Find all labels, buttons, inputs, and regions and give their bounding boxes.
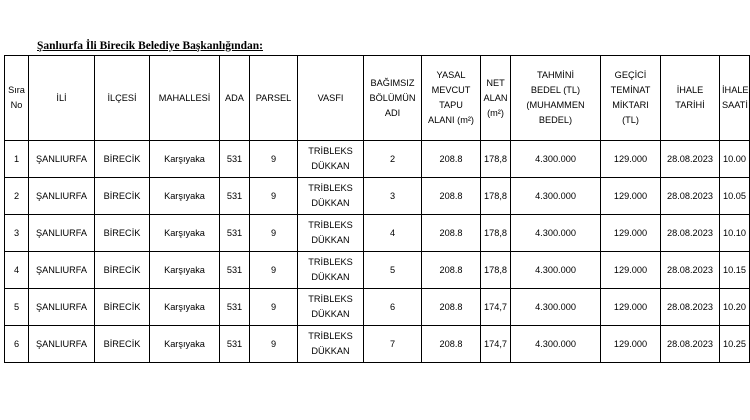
cell-sira: 6 <box>5 326 29 363</box>
header-ada: ADA <box>220 56 250 141</box>
cell-vasfi-line: TRİBLEKS <box>308 294 353 304</box>
cell-il: ŞANLIURFA <box>29 326 95 363</box>
cell-ilce: BİRECİK <box>95 326 150 363</box>
header-sira-no <box>5 56 29 141</box>
cell-vasfi-line: DÜKKAN <box>311 235 350 245</box>
header-saat-line: SAATİ <box>722 100 748 110</box>
cell-vasfi-line: TRİBLEKS <box>308 220 353 230</box>
cell-vasfi-line: DÜKKAN <box>311 272 350 282</box>
table-row <box>5 215 750 252</box>
header-ihale-saati <box>720 56 750 141</box>
header-bedel-line: BEDEL (TL) <box>530 85 581 95</box>
cell-saat: 10.25 <box>720 326 750 363</box>
cell-ada: 531 <box>220 326 250 363</box>
cell-tarih: 28.08.2023 <box>661 252 720 289</box>
header-sira-no-line: No <box>10 100 23 110</box>
header-bedel-line: (MUHAMMEN <box>526 100 585 110</box>
cell-tarih: 28.08.2023 <box>661 141 720 178</box>
header-net-line: ALAN <box>483 92 508 103</box>
cell-yasal: 208.8 <box>422 215 481 252</box>
cell-vasfi <box>298 326 364 363</box>
cell-vasfi <box>298 215 364 252</box>
cell-tarih: 28.08.2023 <box>661 289 720 326</box>
cell-teminat: 129.000 <box>601 141 661 178</box>
cell-sira: 4 <box>5 252 29 289</box>
page-title: Şanlıurfa İli Birecik Belediye Başkanlığından: <box>37 40 263 52</box>
cell-net: 174,7 <box>481 289 511 326</box>
cell-il: ŞANLIURFA <box>29 252 95 289</box>
cell-ilce: BİRECİK <box>95 178 150 215</box>
cell-sira: 2 <box>5 178 29 215</box>
table-row <box>5 141 750 178</box>
cell-ada: 531 <box>220 289 250 326</box>
cell-net: 178,8 <box>481 215 511 252</box>
cell-vasfi-line: DÜKKAN <box>311 198 350 208</box>
header-mahalle: MAHALLESİ <box>150 56 220 141</box>
cell-saat: 10.10 <box>720 215 750 252</box>
cell-teminat: 129.000 <box>601 178 661 215</box>
cell-vasfi-line: TRİBLEKS <box>308 257 353 267</box>
header-teminat-line: (TL) <box>622 115 639 125</box>
header-row <box>5 56 750 141</box>
cell-vasfi-line: TRİBLEKS <box>308 146 353 156</box>
cell-ilce: BİRECİK <box>95 252 150 289</box>
table-row <box>5 252 750 289</box>
cell-bedel: 4.300.000 <box>511 178 601 215</box>
cell-teminat: 129.000 <box>601 252 661 289</box>
header-bagimsiz-line: BÖLÜMÜN <box>369 92 416 103</box>
cell-ilce: BİRECİK <box>95 289 150 326</box>
header-ihale-tarihi: İHALE TARİHİ <box>661 56 720 141</box>
cell-ada: 531 <box>220 141 250 178</box>
cell-mahalle: Karşıyaka <box>150 289 220 326</box>
cell-bolum: 2 <box>364 141 422 178</box>
cell-parsel: 9 <box>250 141 298 178</box>
cell-bolum: 7 <box>364 326 422 363</box>
cell-vasfi-line: DÜKKAN <box>311 346 350 356</box>
cell-saat: 10.20 <box>720 289 750 326</box>
cell-bedel: 4.300.000 <box>511 215 601 252</box>
table-row <box>5 178 750 215</box>
cell-mahalle: Karşıyaka <box>150 141 220 178</box>
cell-parsel: 9 <box>250 215 298 252</box>
header-saat-line: İHALE <box>722 85 749 95</box>
cell-il: ŞANLIURFA <box>29 178 95 215</box>
header-ilce: İLÇESİ <box>95 56 150 141</box>
cell-yasal: 208.8 <box>422 141 481 178</box>
cell-bolum: 6 <box>364 289 422 326</box>
header-yasal-line: YASAL <box>436 70 466 80</box>
cell-ada: 531 <box>220 252 250 289</box>
cell-net: 178,8 <box>481 178 511 215</box>
table-body <box>5 141 750 363</box>
cell-vasfi-line: TRİBLEKS <box>308 183 353 193</box>
cell-parsel: 9 <box>250 178 298 215</box>
cell-vasfi <box>298 289 364 326</box>
header-yasal-alan <box>422 56 481 141</box>
cell-tarih: 28.08.2023 <box>661 326 720 363</box>
cell-il: ŞANLIURFA <box>29 215 95 252</box>
header-net-line: NET <box>486 77 505 88</box>
cell-teminat: 129.000 <box>601 289 661 326</box>
header-teminat-line: MİKTARI <box>612 100 649 110</box>
table-row <box>5 289 750 326</box>
header-bagimsiz-line: BAĞIMSIZ <box>370 77 415 88</box>
cell-mahalle: Karşıyaka <box>150 178 220 215</box>
header-vasfi: VASFI <box>298 56 364 141</box>
cell-sira: 1 <box>5 141 29 178</box>
cell-yasal: 208.8 <box>422 326 481 363</box>
cell-mahalle: Karşıyaka <box>150 215 220 252</box>
cell-net: 178,8 <box>481 252 511 289</box>
cell-il: ŞANLIURFA <box>29 289 95 326</box>
cell-net: 178,8 <box>481 141 511 178</box>
cell-bedel: 4.300.000 <box>511 252 601 289</box>
cell-saat: 10.05 <box>720 178 750 215</box>
cell-teminat: 129.000 <box>601 326 661 363</box>
header-teminat-line: GEÇİCİ <box>614 70 647 80</box>
table-row <box>5 326 750 363</box>
header-bagimsiz-bolum <box>364 56 422 141</box>
cell-ilce: BİRECİK <box>95 215 150 252</box>
header-net-line: (m²) <box>487 107 504 118</box>
cell-tarih: 28.08.2023 <box>661 178 720 215</box>
cell-ada: 531 <box>220 178 250 215</box>
cell-vasfi <box>298 141 364 178</box>
cell-il: ŞANLIURFA <box>29 141 95 178</box>
cell-vasfi <box>298 252 364 289</box>
cell-parsel: 9 <box>250 252 298 289</box>
cell-bedel: 4.300.000 <box>511 141 601 178</box>
header-parsel: PARSEL <box>250 56 298 141</box>
header-yasal-line: MEVCUT <box>431 85 471 95</box>
header-gecici-teminat <box>601 56 661 141</box>
header-yasal-line: TAPU <box>439 100 463 110</box>
cell-mahalle: Karşıyaka <box>150 252 220 289</box>
cell-saat: 10.00 <box>720 141 750 178</box>
cell-vasfi <box>298 178 364 215</box>
cell-bedel: 4.300.000 <box>511 289 601 326</box>
cell-mahalle: Karşıyaka <box>150 326 220 363</box>
header-bagimsiz-line: ADI <box>384 107 401 118</box>
header-sira-no-line: Sıra <box>8 85 25 95</box>
cell-saat: 10.15 <box>720 252 750 289</box>
header-teminat-line: TEMİNAT <box>610 85 651 95</box>
header-il: İLİ <box>29 56 95 141</box>
cell-ilce: BİRECİK <box>95 141 150 178</box>
cell-yasal: 208.8 <box>422 252 481 289</box>
auction-table <box>4 55 750 363</box>
cell-sira: 5 <box>5 289 29 326</box>
cell-bolum: 5 <box>364 252 422 289</box>
cell-ada: 531 <box>220 215 250 252</box>
cell-vasfi-line: TRİBLEKS <box>308 331 353 341</box>
header-bedel-line: TAHMİNİ <box>536 70 575 80</box>
cell-vasfi-line: DÜKKAN <box>311 309 350 319</box>
header-net-alan <box>481 56 511 141</box>
cell-bolum: 4 <box>364 215 422 252</box>
cell-parsel: 9 <box>250 326 298 363</box>
cell-sira: 3 <box>5 215 29 252</box>
cell-tarih: 28.08.2023 <box>661 215 720 252</box>
cell-teminat: 129.000 <box>601 215 661 252</box>
cell-vasfi-line: DÜKKAN <box>311 161 350 171</box>
header-bedel-line: BEDEL) <box>538 115 573 125</box>
cell-bedel: 4.300.000 <box>511 326 601 363</box>
cell-yasal: 208.8 <box>422 178 481 215</box>
cell-yasal: 208.8 <box>422 289 481 326</box>
cell-parsel: 9 <box>250 289 298 326</box>
header-yasal-line: ALANI (m²) <box>428 115 474 125</box>
cell-bolum: 3 <box>364 178 422 215</box>
header-tahmini-bedel <box>511 56 601 141</box>
cell-net: 174,7 <box>481 326 511 363</box>
